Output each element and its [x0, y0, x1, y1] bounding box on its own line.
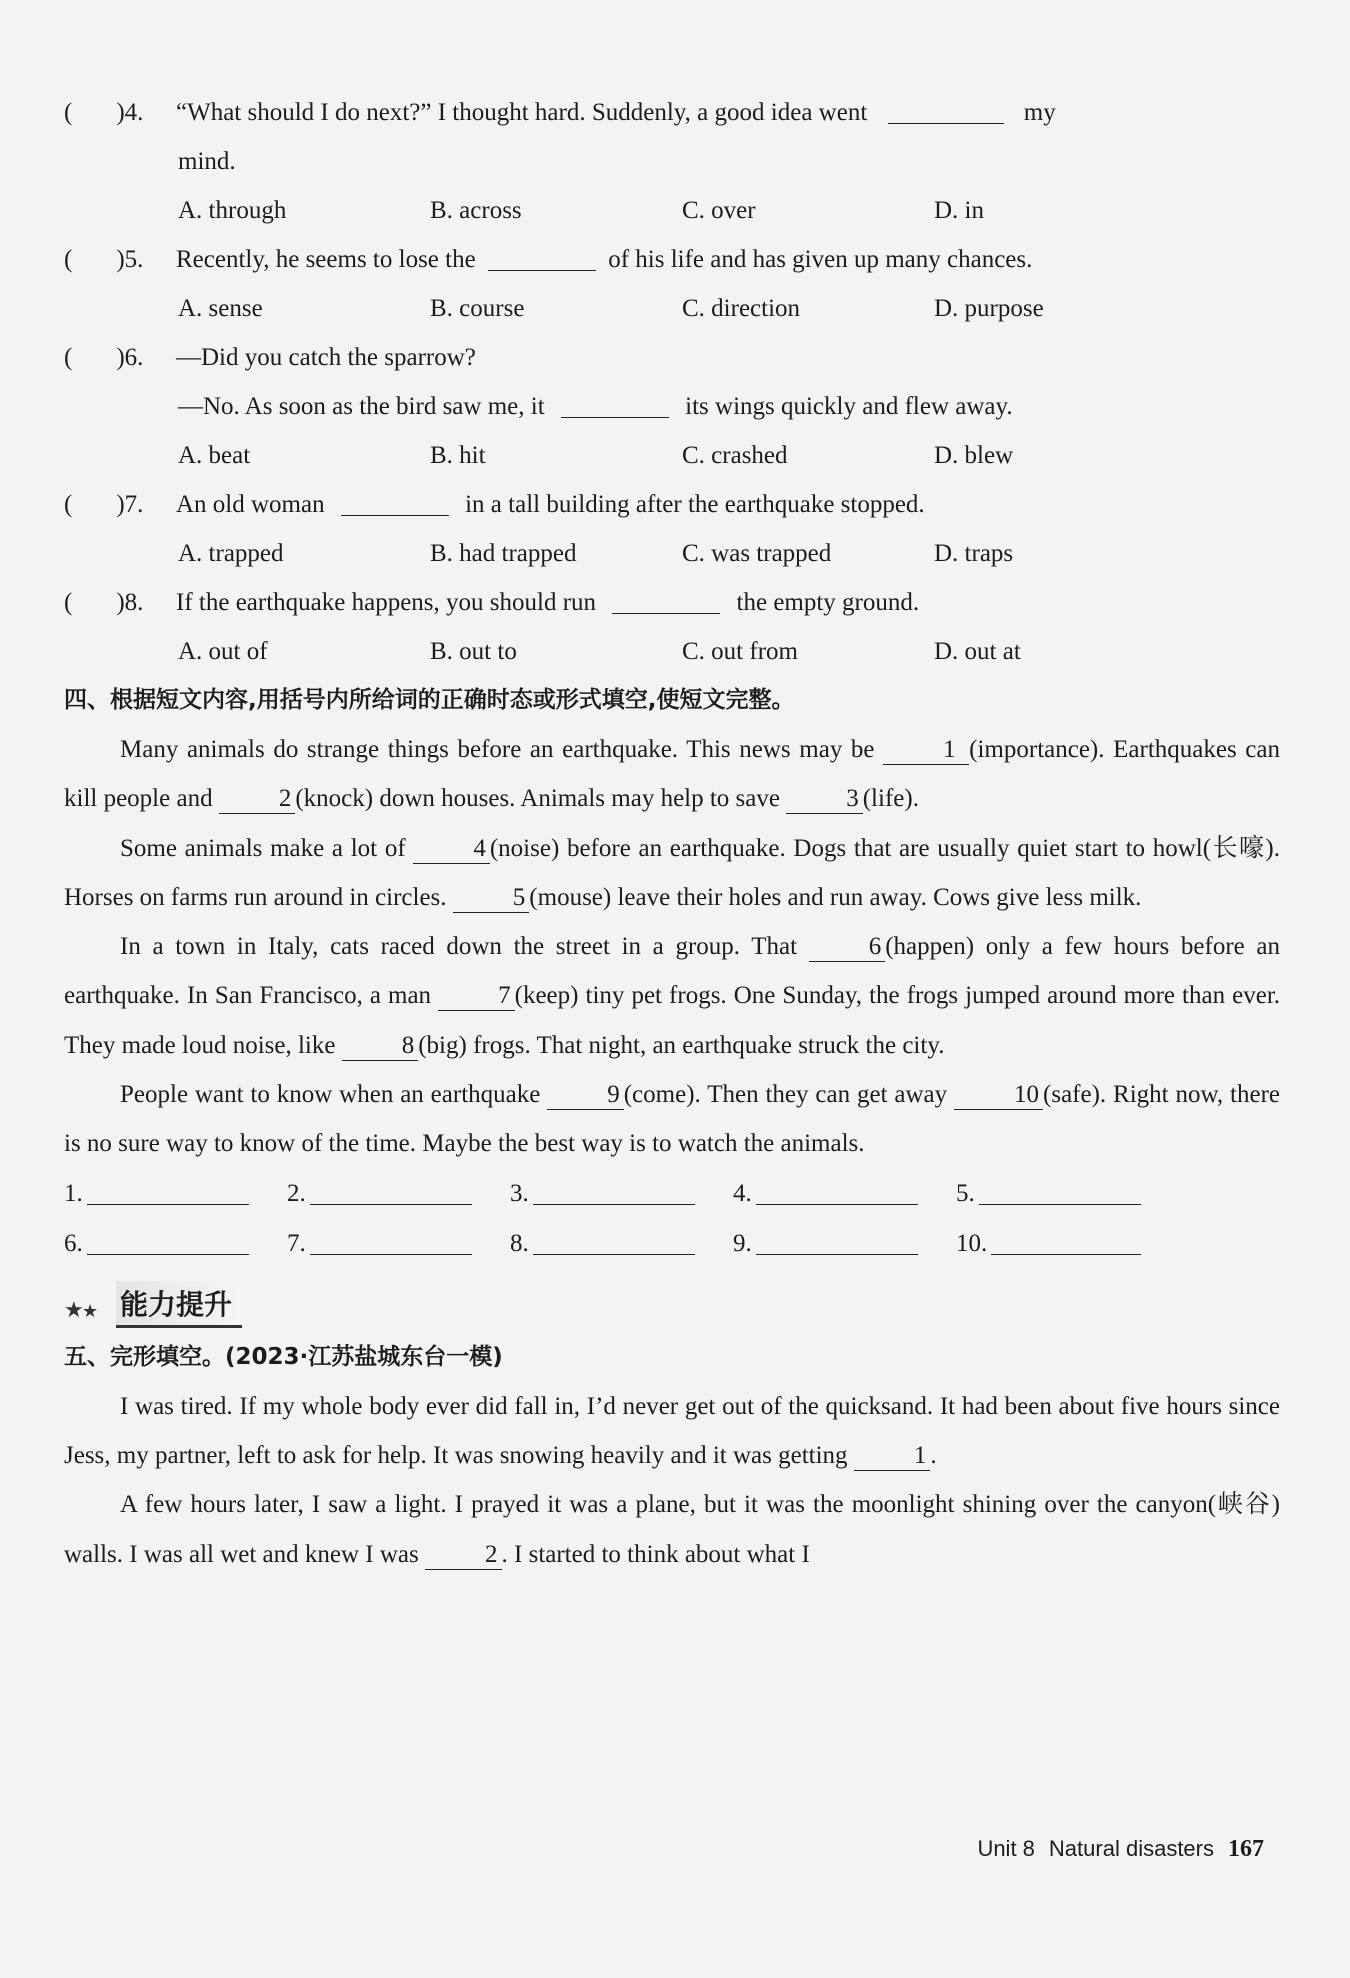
- question-5: ( )5. Recently, he seems to lose the of his life and has given up many chances.: [64, 235, 1280, 284]
- section-5-paragraph-2: A few hours later, I saw a light. I prayed it was a plane, but it was the moonlight shining over the canyon(峡谷) walls. I was all wet and knew I was 2 . I started to think about what I: [64, 1491, 1280, 1568]
- question-4-continued: mind.: [178, 148, 236, 175]
- option-b: B. out to: [430, 638, 517, 665]
- option-b: B. had trapped: [430, 540, 577, 567]
- question-7-options: [64, 529, 1280, 578]
- unit-label: Unit 8: [977, 1836, 1035, 1861]
- answer-line-9: 9.: [733, 1219, 956, 1269]
- option-c: C. crashed: [682, 442, 788, 469]
- option-b: B. course: [430, 295, 525, 322]
- question-text: Recently, he seems to lose the: [176, 246, 476, 273]
- option-c: C. direction: [682, 295, 801, 322]
- option-c: C. over: [682, 197, 756, 224]
- answer-field[interactable]: [310, 1224, 472, 1255]
- answer-field[interactable]: [991, 1224, 1141, 1255]
- option-b: B. across: [430, 197, 522, 224]
- section-5-paragraph-1: I was tired. If my whole body ever did fall in, I’d never get out of the quicksand. It had been about five hours since Jess, my partner, left to ask for help. It was snowing heavily and it was getting 1 .: [64, 1392, 1280, 1469]
- option-b: B. hit: [430, 442, 486, 469]
- numbered-blank[interactable]: 1: [854, 1442, 931, 1471]
- question-4-options: [64, 186, 1280, 235]
- stars-icon: ★ ★: [64, 1296, 99, 1322]
- page-number: 167: [1228, 1836, 1264, 1862]
- numbered-blank[interactable]: 2: [219, 785, 296, 814]
- answer-line-2: 2.: [287, 1169, 510, 1219]
- section-5-heading: 五、完形填空。(2023·江苏盐城东台一模): [64, 1343, 503, 1370]
- answer-field[interactable]: [756, 1174, 918, 1205]
- option-c: C. out from: [682, 638, 798, 665]
- answer-line-3: 3.: [510, 1169, 733, 1219]
- answer-line-7: 7.: [287, 1219, 510, 1269]
- numbered-blank[interactable]: 5: [453, 884, 530, 913]
- answer-field[interactable]: [756, 1224, 918, 1255]
- question-text: If the earthquake happens, you should run: [176, 589, 597, 616]
- question-5-options: [64, 284, 1280, 333]
- answer-lines: [64, 1169, 1280, 1269]
- answer-field[interactable]: [87, 1174, 249, 1205]
- numbered-blank[interactable]: 4: [413, 835, 490, 864]
- question-8: ( )8. If the earthquake happens, you should run the empty ground.: [64, 578, 1280, 627]
- option-d: D. in: [934, 197, 984, 224]
- numbered-blank[interactable]: 10: [954, 1081, 1043, 1110]
- question-text: An old woman: [176, 491, 325, 518]
- option-a: A. through: [178, 197, 287, 224]
- question-4: ( )4. “What should I do next?” I thought hard. Suddenly, a good idea went my: [64, 88, 1280, 137]
- answer-line-4: 4.: [733, 1169, 956, 1219]
- section-4-paragraph-3: In a town in Italy, cats raced down the street in a group. That 6 (happen) only a few hours before an earthquake. In San Francisco, a man 7 (keep) tiny pet frogs. One Sunday, the frogs jumped around more than ever. They made loud noise, like 8 (big) frogs. That night, an earthquake struck the city.: [64, 933, 1281, 1059]
- option-a: A. beat: [178, 442, 251, 469]
- ability-title: 能力提升: [116, 1281, 242, 1328]
- answer-field[interactable]: [533, 1224, 695, 1255]
- option-c: C. was trapped: [682, 540, 832, 567]
- option-d: D. blew: [934, 442, 1014, 469]
- answer-field[interactable]: [87, 1224, 249, 1255]
- answer-field[interactable]: [310, 1174, 472, 1205]
- page-footer: [977, 1836, 1264, 1863]
- answer-field[interactable]: [533, 1174, 695, 1205]
- numbered-blank[interactable]: 7: [438, 982, 515, 1011]
- question-6-reply: —No. As soon as the bird saw me, it its wings quickly and flew away.: [64, 382, 1280, 431]
- answer-paren: (: [64, 99, 73, 126]
- answer-blank[interactable]: [488, 240, 596, 271]
- numbered-blank[interactable]: 8: [342, 1032, 419, 1061]
- option-a: A. out of: [178, 638, 268, 665]
- numbered-blank[interactable]: 2: [425, 1541, 502, 1570]
- question-8-options: [64, 627, 1280, 676]
- answer-blank[interactable]: [612, 583, 720, 614]
- answer-field[interactable]: [979, 1174, 1141, 1205]
- answer-line-10: 10.: [956, 1219, 1179, 1269]
- unit-title: Natural disasters: [1048, 1836, 1214, 1861]
- numbered-blank[interactable]: 9: [547, 1081, 624, 1110]
- option-a: A. trapped: [178, 540, 284, 567]
- section-4-paragraph-4: People want to know when an earthquake 9 (come). Then they can get away 10 (safe). Right now, there is no sure way to know of the time. Maybe the best way is to watch the animals.: [64, 1081, 1281, 1158]
- answer-blank[interactable]: [888, 93, 1004, 124]
- answer-line-5: 5.: [956, 1169, 1179, 1219]
- option-d: D. traps: [934, 540, 1014, 567]
- question-7: ( )7. An old woman in a tall building after the earthquake stopped.: [64, 480, 1280, 529]
- question-6-options: [64, 431, 1280, 480]
- answer-blank[interactable]: [561, 387, 669, 418]
- ability-banner: [64, 1277, 1280, 1333]
- numbered-blank[interactable]: 1: [883, 736, 969, 765]
- question-text: “What should I do next?” I thought hard. Suddenly, a good idea went: [176, 99, 868, 126]
- numbered-blank[interactable]: 3: [786, 785, 863, 814]
- section-4-paragraph-1: Many animals do strange things before an earthquake. This news may be 1 (importance). Earthquakes can kill people and 2 (knock) down houses. Animals may help to save 3 (life).: [64, 736, 1280, 813]
- option-d: D. out at: [934, 638, 1021, 665]
- section-4-paragraph-2: Some animals make a lot of 4 (noise) before an earthquake. Dogs that are usually quiet start to howl(长嚎). Horses on farms run around in circles. 5 (mouse) leave their holes and run away. Cows give less milk.: [64, 834, 1280, 911]
- question-6: ( )6. —Did you catch the sparrow?: [64, 344, 476, 371]
- answer-blank[interactable]: [341, 485, 449, 516]
- numbered-blank[interactable]: 6: [809, 933, 886, 962]
- answer-line-1: 1.: [64, 1169, 287, 1219]
- question-text: —Did you catch the sparrow?: [176, 344, 476, 371]
- section-4-heading: 四、根据短文内容,用括号内所给词的正确时态或形式填空,使短文完整。: [64, 687, 795, 713]
- answer-line-6: 6.: [64, 1219, 287, 1269]
- option-a: A. sense: [178, 295, 263, 322]
- option-d: D. purpose: [934, 295, 1044, 322]
- answer-line-8: 8.: [510, 1219, 733, 1269]
